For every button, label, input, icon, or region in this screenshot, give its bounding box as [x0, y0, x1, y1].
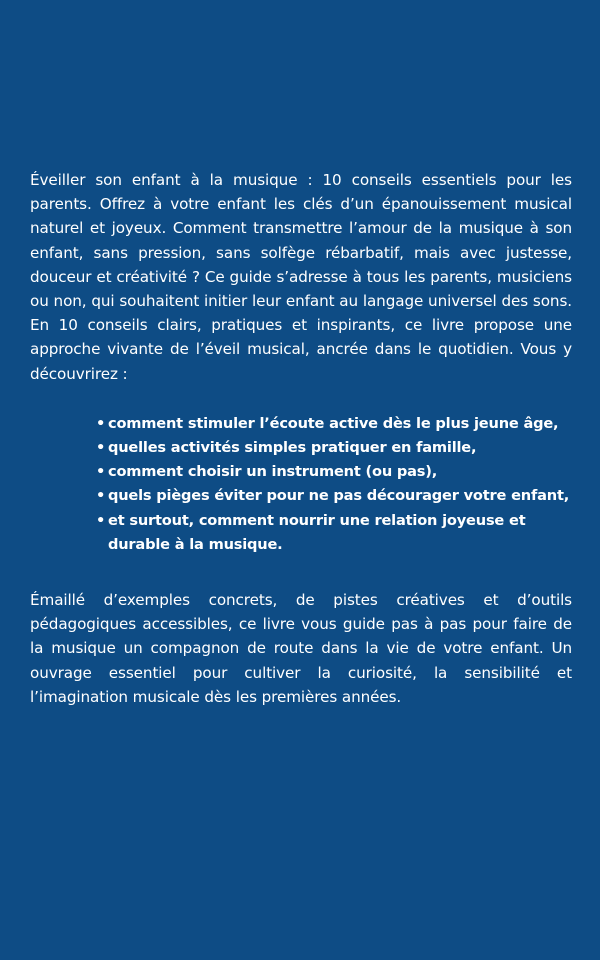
list-item — [88, 436, 572, 460]
list-item — [88, 460, 572, 484]
bullet-icon: • — [96, 439, 106, 457]
list-item-text: quelles activités simples pratiquer en famille, — [108, 439, 477, 457]
list-item-text: comment stimuler l’écoute active dès le plus jeune âge, — [108, 414, 559, 432]
list-item — [88, 484, 572, 508]
list-item-text: comment choisir un instrument (ou pas), — [108, 463, 438, 481]
list-item-text: quels pièges éviter pour ne pas décourager votre enfant, — [108, 487, 570, 505]
bullet-icon: • — [96, 463, 106, 481]
closing-paragraph: Émaillé d’exemples concrets, de pistes créatives et d’outils pédagogiques accessibles, ce livre vous guide pas à pas pour faire de la musique un compagnon de route dans la vie de votre enfant. Un ouvrage essentiel pour cultiver la curiosité, la sensibilité et l’imagination musicale dès les premières années. — [30, 591, 572, 706]
list-item-text: et surtout, comment nourrir une relation joyeuse et durable à la musique. — [108, 511, 526, 553]
bullet-icon: • — [96, 487, 106, 505]
list-item — [88, 412, 572, 436]
list-item — [88, 509, 572, 557]
bullet-icon: • — [96, 414, 106, 432]
tips-list — [30, 412, 572, 557]
bullet-icon: • — [96, 511, 106, 529]
intro-paragraph: Éveiller son enfant à la musique : 10 conseils essentiels pour les parents. Offrez à votre enfant les clés d’un épanouissement musical naturel et joyeux. Comment transmettre l’amour de la musique à son enfant, sans pression, sans solfège rébarbatif, mais avec justesse, douceur et créativité ? Ce guide s’adresse à tous les parents, musiciens ou non, qui souhaitent initier leur enfant au langage universel des sons. En 10 conseils clairs, pratiques et inspirants, ce livre propose une approche vivante de l’éveil musical, ancrée dans le quotidien. Vous y découvrirez : — [30, 171, 572, 383]
book-description — [30, 168, 572, 709]
